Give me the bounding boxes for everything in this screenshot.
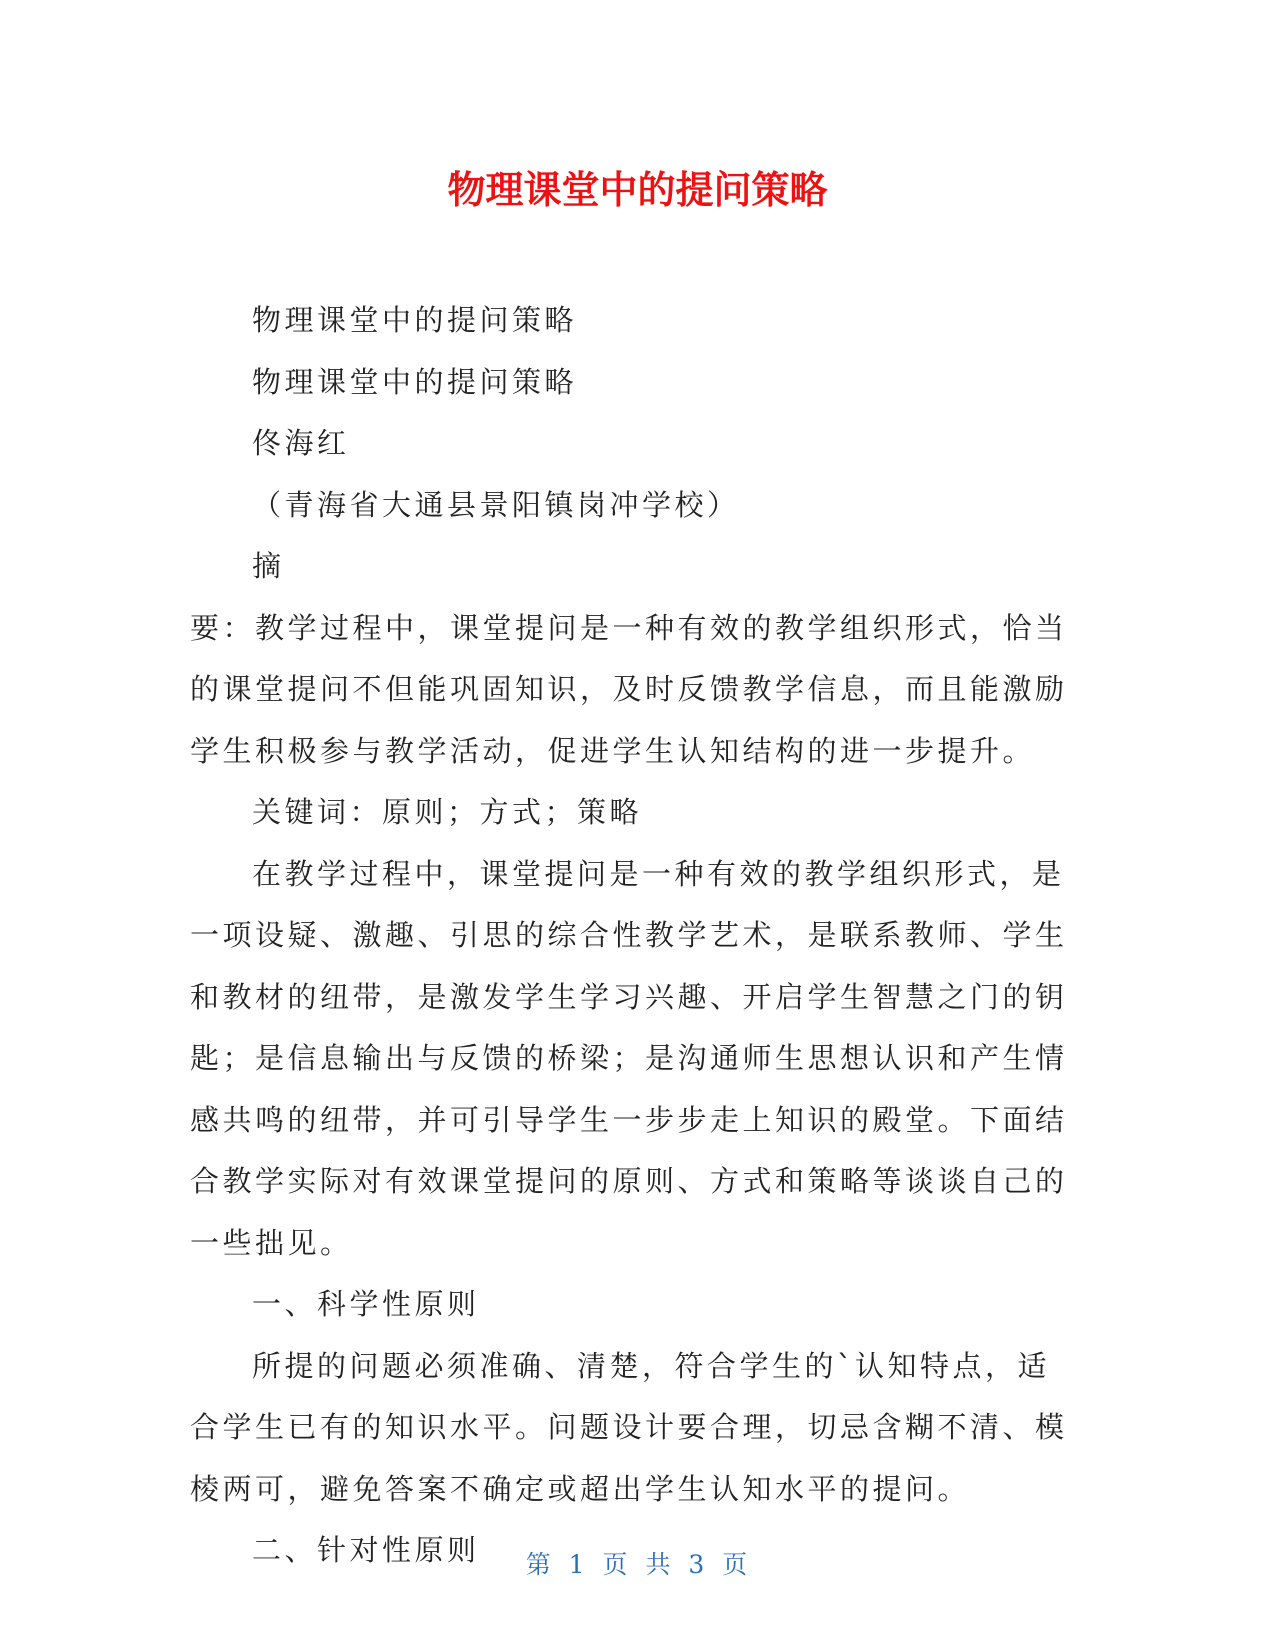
intro-paragraph: 在教学过程中，课堂提问是一种有效的教学组织形式，是一项设疑、激趣、引思的综合性教学艺术，是联系教师、学生和教材的纽带，是激发学生学习兴趣、开启学生智慧之门的钥匙；是信息输出与反馈的桥梁；是沟通师生思想认识和产生情感共鸣的纽带，并可引导学生一步步走上知识的殿堂。下面结合教学实际对有效课堂提问的原则、方式和策略等谈谈自己的一些拙见。: [190, 856, 1068, 1260]
section-heading-2: 二、针对性原则: [252, 1533, 480, 1567]
author-affiliation: （青海省大通县景阳镇岗冲学校）: [252, 487, 740, 522]
section-heading-1: 一、科学性原则: [252, 1287, 480, 1321]
abstract-text: 要：教学过程中，课堂提问是一种有效的教学组织形式，恰当的课堂提问不但能巩固知识，及时反馈教学信息，而且能激励学生积极参与教学活动，促进学生认知结构的进一步提升。: [190, 610, 1068, 768]
author-name: 佟海红: [252, 426, 350, 460]
paragraph-subtitle-repeat: 物理课堂中的提问策略: [252, 364, 578, 399]
keywords: 关键词：原则；方式；策略: [252, 795, 643, 829]
page-footer: 第 1 页 共 3 页: [525, 1550, 750, 1579]
abstract-label: 摘: [252, 549, 285, 583]
paragraph-subtitle: 物理课堂中的提问策略: [252, 303, 578, 337]
document-body: [190, 290, 1080, 1582]
section-1-paragraph: 所提的问题必须准确、清楚，符合学生的`认知特点，适合学生已有的知识水平。问题设计要合理，切忌含糊不清、模棱两可，避免答案不确定或超出学生认知水平的提问。: [190, 1348, 1068, 1506]
page-title: 物理课堂中的提问策略: [447, 168, 828, 212]
